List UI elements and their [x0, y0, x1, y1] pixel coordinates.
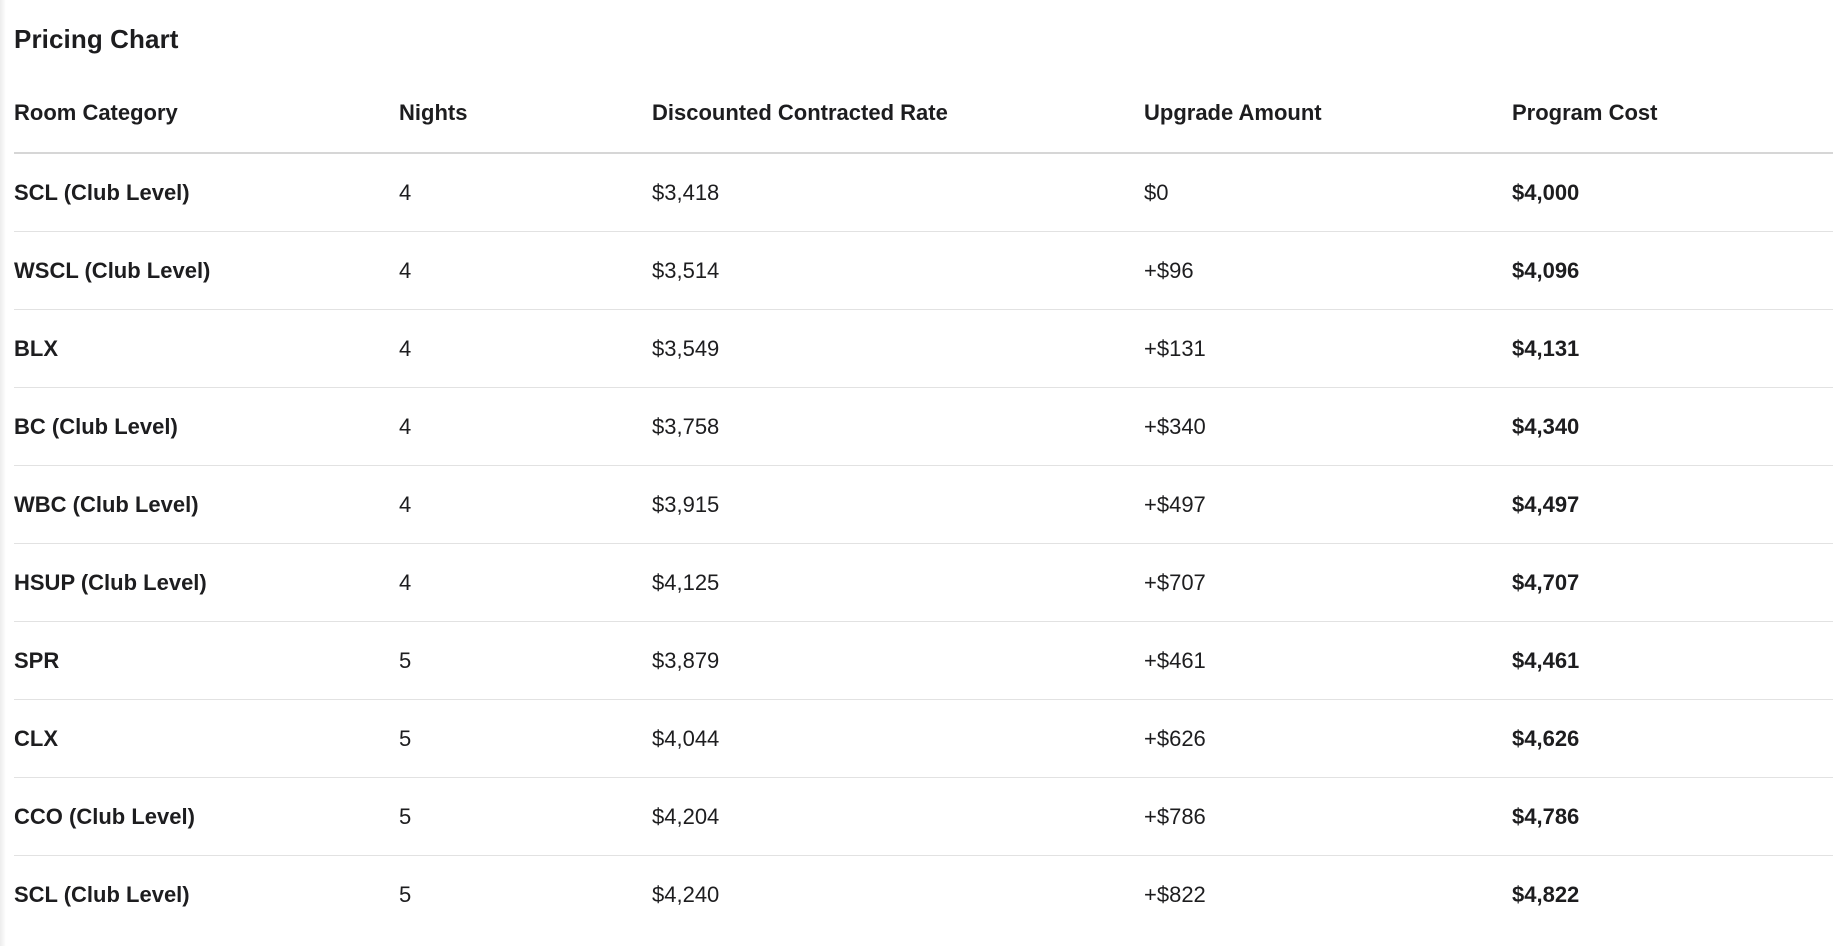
table-row [14, 700, 1833, 778]
room-category-cell: CLX [14, 700, 399, 778]
upgrade-amount-cell: +$340 [1144, 388, 1512, 466]
table-row [14, 232, 1833, 310]
discounted-rate-cell: $3,758 [652, 388, 1144, 466]
program-cost-cell: $4,340 [1512, 388, 1833, 466]
room-category-cell: CCO (Club Level) [14, 778, 399, 856]
table-row [14, 310, 1833, 388]
program-cost-cell: $4,497 [1512, 466, 1833, 544]
header-program-cost: Program Cost [1512, 74, 1833, 153]
nights-cell: 4 [399, 544, 652, 622]
pricing-table-body [14, 153, 1833, 933]
upgrade-amount-cell: $0 [1144, 153, 1512, 232]
discounted-rate-cell: $4,240 [652, 881, 720, 907]
program-cost-cell: $4,131 [1512, 310, 1833, 388]
table-row [14, 856, 1833, 934]
header-upgrade-amount: Upgrade Amount [1144, 74, 1512, 153]
table-row [14, 153, 1833, 232]
discounted-rate-cell: $4,204 [652, 778, 1144, 856]
upgrade-amount-cell: +$626 [1144, 700, 1512, 778]
table-row [14, 778, 1833, 856]
discounted-rate-cell: $3,418 [652, 153, 1144, 232]
discounted-rate-cell: $4,125 [652, 544, 1144, 622]
header-nights: Nights [399, 74, 652, 153]
program-cost-cell: $4,000 [1512, 153, 1833, 232]
room-category-cell: SCL (Club Level) [14, 881, 190, 907]
room-category-cell: WBC (Club Level) [14, 466, 399, 544]
pricing-table [14, 74, 1833, 933]
nights-cell: 4 [399, 153, 652, 232]
table-row [14, 466, 1833, 544]
nights-cell: 4 [399, 310, 652, 388]
nights-cell: 5 [399, 778, 652, 856]
upgrade-amount-cell: +$822 [1144, 881, 1206, 907]
nights-cell: 5 [399, 622, 652, 700]
discounted-rate-cell: $3,915 [652, 466, 1144, 544]
nights-cell: 5 [399, 881, 412, 907]
program-cost-cell: $4,786 [1512, 778, 1833, 856]
upgrade-amount-cell: +$707 [1144, 544, 1512, 622]
room-category-cell: BC (Club Level) [14, 388, 399, 466]
program-cost-cell: $4,096 [1512, 232, 1833, 310]
upgrade-amount-cell: +$786 [1144, 778, 1512, 856]
room-category-cell: SCL (Club Level) [14, 153, 399, 232]
upgrade-amount-cell: +$96 [1144, 232, 1512, 310]
room-category-cell: WSCL (Club Level) [14, 232, 399, 310]
nights-cell: 4 [399, 466, 652, 544]
nights-cell: 4 [399, 232, 652, 310]
discounted-rate-cell: $3,549 [652, 310, 1144, 388]
nights-cell: 5 [399, 700, 652, 778]
upgrade-amount-cell: +$131 [1144, 310, 1512, 388]
nights-cell: 4 [399, 388, 652, 466]
header-room-category: Room Category [14, 74, 399, 153]
room-category-cell: HSUP (Club Level) [14, 544, 399, 622]
table-row [14, 388, 1833, 466]
header-row [14, 74, 1833, 153]
discounted-rate-cell: $4,044 [652, 700, 1144, 778]
upgrade-amount-cell: +$461 [1144, 622, 1512, 700]
program-cost-cell: $4,707 [1512, 544, 1833, 622]
discounted-rate-cell: $3,514 [652, 232, 1144, 310]
header-discounted-rate: Discounted Contracted Rate [652, 74, 1144, 153]
pricing-table-header [14, 74, 1833, 153]
upgrade-amount-cell: +$497 [1144, 466, 1512, 544]
table-row [14, 544, 1833, 622]
discounted-rate-cell: $3,879 [652, 622, 1144, 700]
program-cost-cell: $4,461 [1512, 622, 1833, 700]
program-cost-cell: $4,626 [1512, 700, 1833, 778]
room-category-cell: BLX [14, 310, 399, 388]
page-left-edge [0, 0, 6, 946]
room-category-cell: SPR [14, 622, 399, 700]
page-title: Pricing Chart [14, 24, 179, 55]
program-cost-cell: $4,822 [1512, 881, 1580, 907]
table-row [14, 622, 1833, 700]
